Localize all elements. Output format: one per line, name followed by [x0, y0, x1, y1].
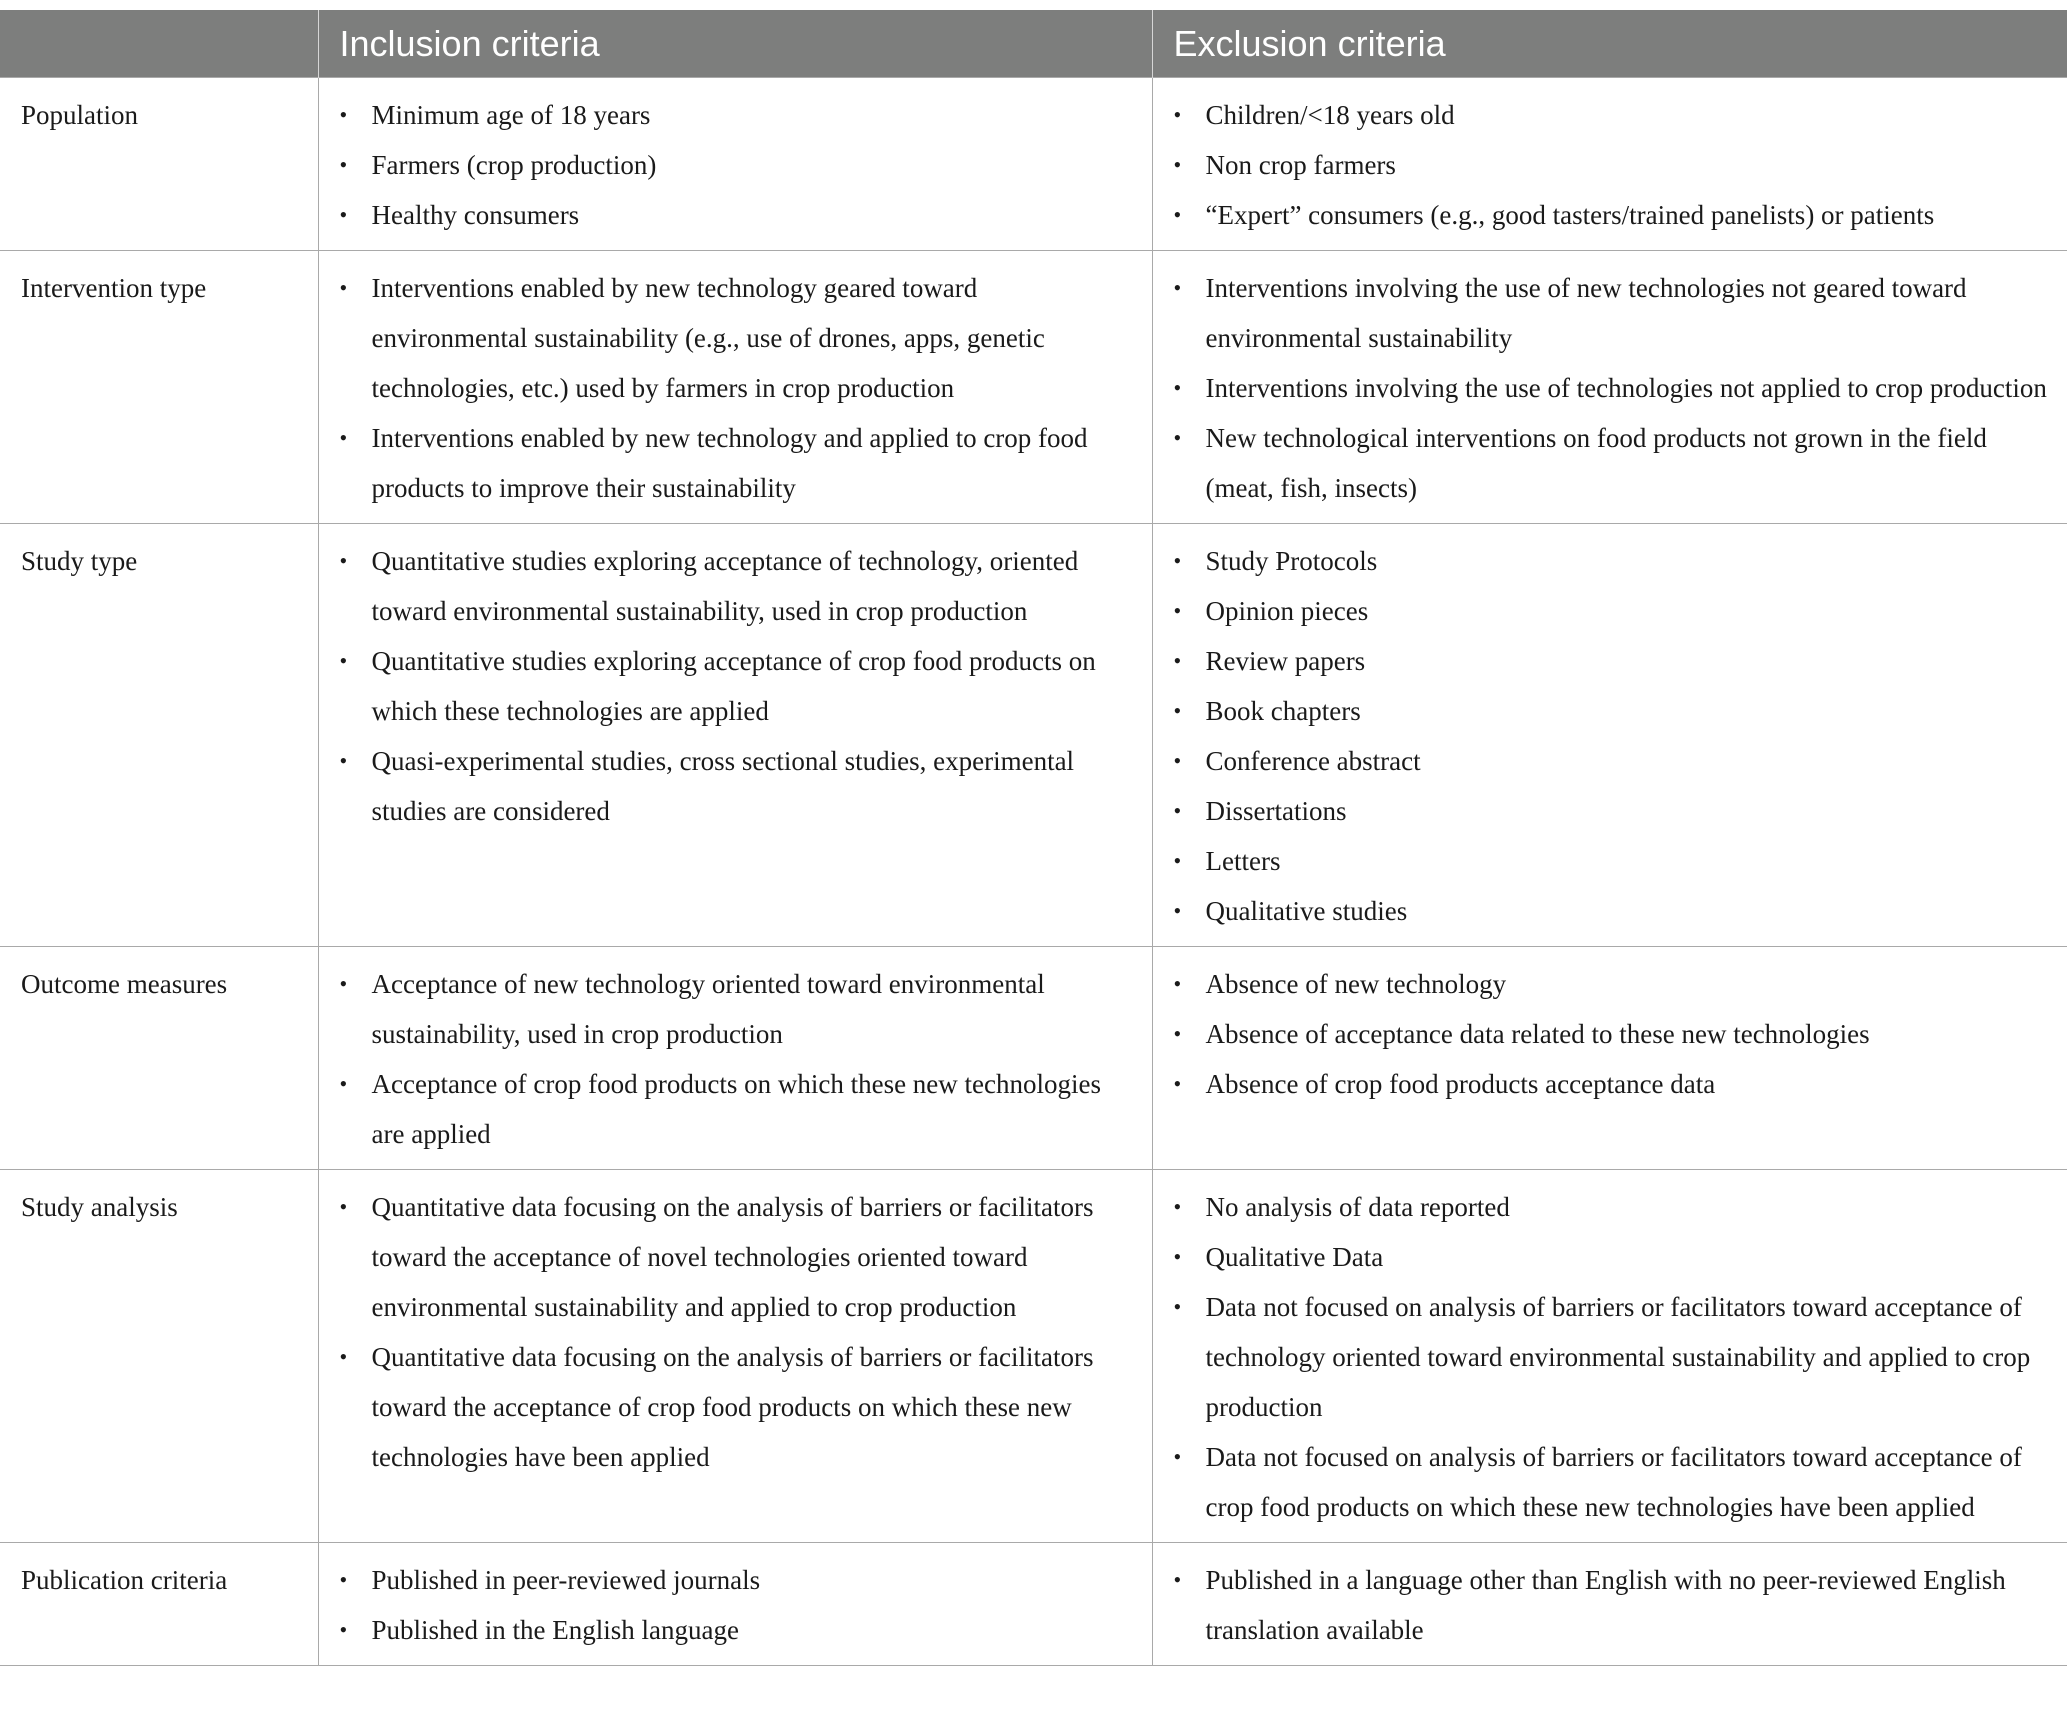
table-row — [0, 524, 2067, 947]
row-label: Outcome measures — [0, 947, 318, 1170]
exclusion-item: • No analysis of data reported — [1153, 1182, 2067, 1232]
table-row — [0, 947, 2067, 1170]
inclusion-cell — [318, 78, 1152, 251]
row-label: Intervention type — [0, 251, 318, 524]
exclusion-item: • Children/<18 years old — [1153, 90, 2067, 140]
inclusion-item: • Minimum age of 18 years — [319, 90, 1152, 140]
inclusion-list — [319, 959, 1152, 1159]
inclusion-cell — [318, 251, 1152, 524]
exclusion-item: • Dissertations — [1153, 786, 2067, 836]
exclusion-item: • Absence of crop food products acceptance data — [1153, 1059, 2067, 1109]
table-header — [0, 10, 2067, 78]
exclusion-item: • New technological interventions on food products not grown in the field (meat, fish, insects) — [1153, 413, 2067, 513]
exclusion-item: • Non crop farmers — [1153, 140, 2067, 190]
exclusion-cell — [1152, 1543, 2067, 1666]
inclusion-item: • Quantitative data focusing on the analysis of barriers or facilitators toward the acceptance of crop food products on which these new technologies have been applied — [319, 1332, 1152, 1482]
table-row — [0, 251, 2067, 524]
inclusion-cell — [318, 1170, 1152, 1543]
exclusion-item: • “Expert” consumers (e.g., good tasters/trained panelists) or patients — [1153, 190, 2067, 240]
row-label: Study type — [0, 524, 318, 947]
inclusion-item: • Acceptance of new technology oriented toward environmental sustainability, used in crop production — [319, 959, 1152, 1059]
exclusion-item: • Absence of acceptance data related to these new technologies — [1153, 1009, 2067, 1059]
header-row — [0, 10, 2067, 78]
inclusion-cell — [318, 1543, 1152, 1666]
exclusion-cell — [1152, 524, 2067, 947]
inclusion-list — [319, 263, 1152, 513]
row-label: Population — [0, 78, 318, 251]
inclusion-item: • Interventions enabled by new technology and applied to crop food products to improve their sustainability — [319, 413, 1152, 513]
inclusion-item: • Quasi-experimental studies, cross sectional studies, experimental studies are considered — [319, 736, 1152, 836]
exclusion-cell — [1152, 947, 2067, 1170]
table-row — [0, 78, 2067, 251]
exclusion-item: • Data not focused on analysis of barriers or facilitators toward acceptance of technology oriented toward environmental sustainability and applied to crop production — [1153, 1282, 2067, 1432]
exclusion-item: • Study Protocols — [1153, 536, 2067, 586]
inclusion-item: • Published in the English language — [319, 1605, 1152, 1655]
exclusion-item: • Review papers — [1153, 636, 2067, 686]
exclusion-list — [1153, 263, 2067, 513]
inclusion-item: • Healthy consumers — [319, 190, 1152, 240]
table-row — [0, 1543, 2067, 1666]
inclusion-list — [319, 1555, 1152, 1655]
inclusion-list — [319, 536, 1152, 836]
exclusion-cell — [1152, 1170, 2067, 1543]
criteria-table — [0, 10, 2067, 1666]
exclusion-item: • Data not focused on analysis of barriers or facilitators toward acceptance of crop food products on which these new technologies have been applied — [1153, 1432, 2067, 1532]
inclusion-list — [319, 1182, 1152, 1482]
table-body — [0, 78, 2067, 1666]
exclusion-item: • Opinion pieces — [1153, 586, 2067, 636]
exclusion-cell — [1152, 251, 2067, 524]
header-blank-cell — [0, 10, 318, 78]
row-label: Study analysis — [0, 1170, 318, 1543]
exclusion-item: • Conference abstract — [1153, 736, 2067, 786]
inclusion-item: • Published in peer-reviewed journals — [319, 1555, 1152, 1605]
inclusion-item: • Interventions enabled by new technology geared toward environmental sustainability (e.g., use of drones, apps, genetic technologies, etc.) used by farmers in crop production — [319, 263, 1152, 413]
exclusion-item: • Qualitative Data — [1153, 1232, 2067, 1282]
exclusion-list — [1153, 536, 2067, 936]
exclusion-list — [1153, 1182, 2067, 1532]
exclusion-list — [1153, 1555, 2067, 1655]
exclusion-item: • Interventions involving the use of technologies not applied to crop production — [1153, 363, 2067, 413]
header-exclusion: Exclusion criteria — [1152, 10, 2067, 78]
inclusion-item: • Quantitative studies exploring acceptance of crop food products on which these technologies are applied — [319, 636, 1152, 736]
exclusion-list — [1153, 959, 2067, 1109]
exclusion-item: • Book chapters — [1153, 686, 2067, 736]
inclusion-cell — [318, 524, 1152, 947]
inclusion-item: • Acceptance of crop food products on which these new technologies are applied — [319, 1059, 1152, 1159]
exclusion-item: • Letters — [1153, 836, 2067, 886]
exclusion-list — [1153, 90, 2067, 240]
inclusion-item: • Quantitative studies exploring acceptance of technology, oriented toward environmental sustainability, used in crop production — [319, 536, 1152, 636]
exclusion-cell — [1152, 78, 2067, 251]
inclusion-item: • Farmers (crop production) — [319, 140, 1152, 190]
header-inclusion: Inclusion criteria — [318, 10, 1152, 78]
table-row — [0, 1170, 2067, 1543]
inclusion-list — [319, 90, 1152, 240]
exclusion-item: • Absence of new technology — [1153, 959, 2067, 1009]
exclusion-item: • Published in a language other than English with no peer-reviewed English translation available — [1153, 1555, 2067, 1655]
exclusion-item: • Qualitative studies — [1153, 886, 2067, 936]
row-label: Publication criteria — [0, 1543, 318, 1666]
inclusion-item: • Quantitative data focusing on the analysis of barriers or facilitators toward the acceptance of novel technologies oriented toward environmental sustainability and applied to crop production — [319, 1182, 1152, 1332]
exclusion-item: • Interventions involving the use of new technologies not geared toward environmental sustainability — [1153, 263, 2067, 363]
inclusion-cell — [318, 947, 1152, 1170]
